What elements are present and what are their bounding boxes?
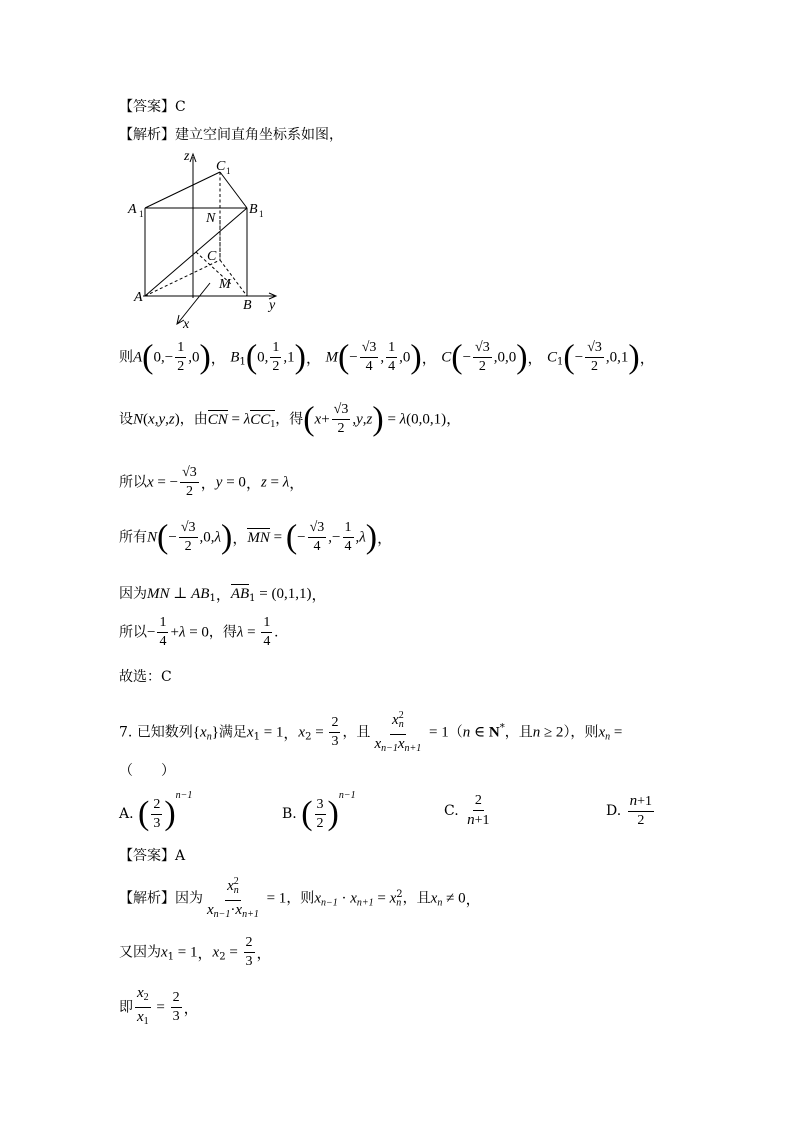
label-x: x <box>183 317 190 332</box>
option-a[interactable]: A. ( $\frac{2}{3}$ )$^{n-1}$ <box>119 790 193 832</box>
label-C1-sub: 1 <box>226 166 231 176</box>
label-C1: C <box>216 159 226 174</box>
answer-value: C <box>175 99 186 115</box>
label-A1: A <box>128 202 137 217</box>
analysis-intro: 建立空间直角坐标系如图， <box>175 127 343 143</box>
question-number: 7. <box>119 724 133 741</box>
label-B1: B <box>249 202 258 217</box>
q7-answer-line: 【答案】A <box>119 848 186 864</box>
analysis-label: 【解析】 <box>119 127 175 143</box>
q6-pick-line: 故选：C <box>119 669 172 685</box>
q7-paren: （ ） <box>119 763 175 779</box>
label-C: C <box>207 249 217 264</box>
option-b[interactable]: B. ( $\frac{3}{2}$ )$^{n-1}$ <box>282 790 356 832</box>
label-B: B <box>243 298 252 313</box>
q6-so1-line: 所以x = − $\frac{√3}{2}$ ，y = 0，z = λ， <box>119 465 305 499</box>
q7-analysis-line: 【解析】因为 $\frac{x_n^2}{x_{n-1}\cdot x_{n+1}}$ = 1，则$x_{n-1} \cdot x_{n+1} = x_n^2$，且$x_n \ne 0$， <box>119 876 481 920</box>
answer-label: 【答案】 <box>119 99 175 115</box>
q6-so2-line: 所以− $\frac{1}{4}$ +λ = 0，得λ = $\frac{1}{4}$ . <box>119 615 279 649</box>
q6-because-line: 因为MN ⊥ $AB_1$，$AB_1 = (0,1,1)$， <box>119 586 327 604</box>
edge-AC <box>145 260 220 296</box>
q7-ie-line: 即 $\frac{x_2}{x_1}$ = $\frac{2}{3}$ ， <box>119 985 199 1027</box>
label-N: N <box>206 211 216 226</box>
label-A: A <box>134 290 143 305</box>
q6-setN-line: 设N(x,y,z)，由CN = λCC$_1$，得(x+ $\frac{√3}{2}$ ,y,z) = λ(0,0,1)， <box>119 400 462 438</box>
option-d[interactable]: D. $\frac{n+1}{2}$ <box>606 793 653 828</box>
edge-A1C1 <box>145 172 220 208</box>
label-B1-sub: 1 <box>259 209 264 219</box>
label-A1-sub: 1 <box>139 209 144 219</box>
q6-soN-line: 所有N(− $\frac{√3}{2}$ ,0,λ)，MN = (− $\frac{√3}{4}$ ,− $\frac{1}{4}$ ,λ)， <box>119 518 393 556</box>
label-M: M <box>219 277 231 292</box>
q7-stem-line: 7. 已知数列$\{x_n\}$满足$x_1 = 1$，$x_2$ = $\frac{2}{3}$ ，且 $\frac{x_n^2}{x_{n-1}x_{n+1}}$ = 1（n ∈ N*，且n ≥ 2），则$x_n$ = <box>119 710 623 754</box>
q6-coords-line: 则A(0,− $\frac{1}{2}$ ,0)， $B_1(0$, $\frac{1}{2}$ ,1)， M(− $\frac{√3}{4}$ , $\frac{1}{4}$ ,0)， C(− $\frac{√3}{2}$ ,0,0)， $C_1(-$ $\frac{√3}{2}$ ,0,1)， <box>119 338 655 376</box>
option-c[interactable]: C. $\frac{2}{n+1}$ <box>444 793 490 828</box>
label-z: z <box>184 149 190 164</box>
q7-also-line: 又因为$x_1 = 1$，$x_2$ = $\frac{2}{3}$ ， <box>119 935 272 969</box>
q6-answer-line <box>119 96 186 116</box>
edge-C1B1 <box>220 172 247 208</box>
geometry-figure <box>110 140 290 335</box>
label-y: y <box>269 298 276 313</box>
